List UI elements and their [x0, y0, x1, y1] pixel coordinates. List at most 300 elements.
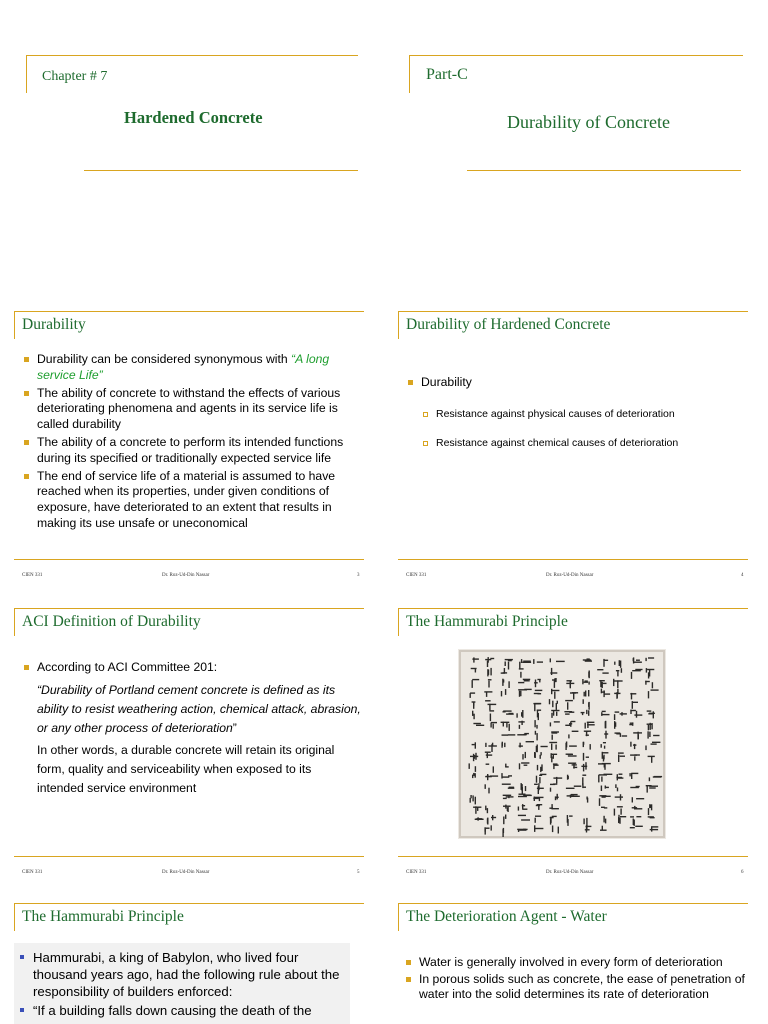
slide-4-side-rule: [398, 311, 399, 339]
glyph-stroke: [584, 682, 589, 683]
glyph-stroke: [582, 712, 583, 715]
glyph-stroke: [550, 784, 555, 785]
glyph-stroke: [553, 711, 554, 716]
glyph-stroke: [518, 815, 526, 816]
glyph-stroke: [556, 712, 557, 716]
glyph-stroke: [618, 755, 619, 763]
glyph-stroke: [587, 798, 588, 803]
glyph-stroke: [485, 776, 492, 777]
glyph-stroke: [651, 723, 652, 729]
slide-3-bullets: [22, 352, 366, 534]
glyph-stroke: [490, 723, 491, 728]
glyph-stroke: [583, 819, 584, 825]
glyph-stroke: [535, 816, 541, 817]
glyph-stroke: [525, 786, 526, 791]
glyph-stroke: [633, 657, 634, 663]
glyph-stroke: [620, 713, 627, 714]
glyph-stroke: [501, 722, 510, 723]
glyph-stroke: [649, 777, 650, 781]
glyph-stroke: [598, 775, 599, 783]
list-item: Hammurabi, a king of Babylon, who lived four thousand years ago, had the following rule about the responsibility of builders enforced:: [18, 949, 348, 1000]
glyph-stroke: [550, 658, 551, 662]
glyph-stroke: [491, 825, 492, 830]
glyph-stroke: [631, 672, 632, 679]
glyph-stroke: [554, 692, 555, 699]
glyph-stroke: [605, 819, 606, 824]
glyph-stroke: [569, 815, 573, 816]
glyph-stroke: [472, 658, 479, 659]
glyph-stroke: [632, 807, 637, 808]
aci-quote: “Durability of Portland cement concrete is defined as its ability to resist weathering action, chemical attack, abrasion, or any other process of deterioration”: [37, 683, 361, 735]
glyph-stroke: [502, 784, 511, 785]
glyph-stroke: [588, 702, 589, 710]
glyph-stroke: [553, 777, 562, 778]
glyph-stroke: [535, 731, 536, 735]
glyph-stroke: [534, 784, 538, 785]
glyph-stroke: [568, 776, 569, 779]
glyph-stroke: [650, 829, 658, 830]
glyph-stroke: [491, 744, 492, 752]
glyph-stroke: [472, 744, 475, 745]
glyph-stroke: [632, 722, 633, 725]
footer-page: 4: [741, 573, 744, 578]
glyph-stroke: [647, 724, 653, 725]
glyph-stroke: [523, 794, 531, 795]
slide-1-bottom-rule: [84, 170, 358, 171]
glyph-stroke: [648, 672, 649, 678]
glyph-stroke: [555, 797, 559, 798]
chapter-label: Chapter # 7: [42, 69, 108, 84]
glyph-stroke: [503, 817, 504, 825]
glyph-stroke: [556, 777, 557, 784]
glyph-stroke: [472, 679, 479, 680]
glyph-stroke: [620, 661, 621, 668]
glyph-stroke: [565, 700, 573, 701]
glyph-stroke: [540, 755, 541, 759]
glyph-stroke: [629, 773, 630, 776]
glyph-stroke: [485, 659, 491, 660]
glyph-stroke: [603, 742, 606, 743]
glyph-stroke: [604, 746, 605, 749]
footer-page: 5: [357, 870, 360, 875]
glyph-stroke: [621, 668, 622, 673]
glyph-stroke: [634, 714, 642, 715]
glyph-stroke: [524, 680, 528, 681]
glyph-stroke: [509, 724, 510, 731]
glyph-stroke: [631, 693, 632, 700]
glyph-stroke: [582, 679, 583, 684]
glyph-stroke: [568, 754, 571, 755]
glyph-stroke: [552, 690, 559, 691]
glyph-stroke: [485, 752, 491, 753]
glyph-stroke: [617, 788, 618, 792]
glyph-stroke: [567, 819, 568, 826]
glyph-stroke: [535, 828, 544, 829]
slide-4: [384, 300, 768, 590]
glyph-stroke: [649, 732, 650, 737]
glyph-stroke: [549, 699, 550, 704]
glyph-stroke: [620, 816, 626, 817]
glyph-stroke: [583, 742, 584, 745]
glyph-stroke: [648, 691, 649, 698]
glyph-stroke: [485, 700, 491, 701]
glyph-stroke: [647, 786, 648, 793]
list-item: The ability of a concrete to perform its intended functions during its specified or traditionally expected service life: [22, 435, 366, 467]
slide-6-title: The Hammurabi Principle: [406, 613, 568, 630]
glyph-stroke: [632, 670, 641, 671]
glyph-stroke: [586, 818, 587, 826]
slide-4-subbullets: [422, 407, 752, 450]
glyph-stroke: [615, 711, 620, 712]
slide-5-title-rule: [14, 608, 364, 609]
slide-7-bullets: [18, 949, 348, 1021]
glyph-stroke: [585, 829, 590, 830]
list-item: According to ACI Committee 201:: [22, 660, 362, 676]
glyph-stroke: [615, 796, 623, 797]
glyph-stroke: [572, 731, 579, 732]
slide-4-title-rule: [398, 311, 748, 312]
glyph-stroke: [652, 742, 660, 743]
glyph-stroke: [519, 725, 520, 729]
glyph-stroke: [614, 714, 615, 720]
glyph-stroke: [533, 798, 539, 799]
glyph-stroke: [487, 661, 488, 667]
glyph-stroke: [506, 713, 514, 714]
glyph-stroke: [614, 662, 615, 665]
glyph-stroke: [551, 757, 552, 763]
glyph-stroke: [647, 669, 654, 670]
glyph-stroke: [602, 752, 603, 759]
glyph-stroke: [618, 752, 624, 753]
slide-3-title-rule: [14, 311, 364, 312]
glyph-stroke: [567, 680, 572, 681]
glyph-stroke: [622, 735, 627, 736]
glyph-stroke: [477, 818, 483, 819]
list-item: Durability can be considered synonymous with “A long service Life”: [22, 352, 366, 384]
glyph-stroke: [517, 829, 526, 830]
glyph-stroke: [635, 826, 643, 827]
aci-paragraph: In other words, a durable concrete will retain its original form, quality and serviceability when exposed to its intended service environment: [37, 743, 335, 795]
glyph-stroke: [585, 691, 586, 697]
glyph-stroke: [615, 784, 616, 788]
glyph-stroke: [539, 777, 540, 783]
glyph-stroke: [475, 797, 476, 805]
glyph-stroke: [540, 767, 541, 772]
glyph-stroke: [519, 691, 520, 697]
glyph-stroke: [506, 723, 507, 728]
slide-3-side-rule: [14, 311, 15, 339]
glyph-stroke: [503, 672, 508, 673]
glyph-stroke: [648, 816, 654, 817]
glyph-stroke: [508, 775, 512, 776]
glyph-stroke: [518, 796, 527, 797]
glyph-stroke: [586, 735, 589, 736]
glyph-stroke: [536, 776, 537, 783]
glyph-stroke: [475, 773, 476, 778]
glyph-stroke: [472, 680, 473, 688]
glyph-stroke: [470, 798, 471, 803]
glyph-stroke: [520, 691, 521, 696]
glyph-stroke: [602, 711, 606, 712]
glyph-stroke: [653, 735, 659, 736]
slide-7-side-rule: [14, 903, 15, 931]
glyph-stroke: [619, 660, 620, 666]
glyph-stroke: [490, 714, 491, 722]
glyph-stroke: [503, 828, 504, 833]
glyph-stroke: [566, 788, 575, 789]
footer-page: 6: [741, 870, 744, 875]
glyph-stroke: [613, 679, 614, 686]
glyph-stroke: [600, 830, 607, 831]
glyph-stroke: [605, 731, 606, 739]
glyph-stroke: [599, 680, 605, 681]
glyph-stroke: [565, 743, 566, 750]
glyph-stroke: [534, 720, 535, 727]
glyph-stroke: [645, 658, 646, 661]
glyph-stroke: [505, 662, 506, 667]
glyph-stroke: [605, 721, 606, 728]
glyph-stroke: [537, 804, 543, 805]
glyph-stroke: [506, 796, 514, 797]
sub-list-item: Resistance against chemical causes of deterioration: [422, 436, 752, 450]
glyph-stroke: [557, 701, 558, 704]
glyph-stroke: [549, 742, 557, 743]
glyph-stroke: [521, 712, 522, 716]
glyph-stroke: [604, 763, 605, 770]
slide-2-side-rule: [409, 55, 410, 93]
glyph-stroke: [647, 731, 648, 738]
glyph-stroke: [473, 702, 474, 705]
glyph-stroke: [489, 704, 490, 711]
slide-1: [0, 0, 384, 300]
glyph-stroke: [555, 745, 556, 750]
glyph-stroke: [525, 752, 526, 758]
glyph-stroke: [522, 805, 525, 806]
glyph-stroke: [521, 721, 522, 725]
glyph-stroke: [486, 692, 487, 697]
glyph-stroke: [634, 756, 635, 760]
slide-2-top-rule: [409, 55, 743, 56]
glyph-stroke: [601, 712, 602, 716]
glyph-stroke: [620, 756, 625, 757]
glyph-stroke: [651, 689, 659, 690]
glyph-stroke: [588, 682, 589, 685]
glyph-stroke: [490, 668, 491, 676]
glyph-stroke: [550, 788, 551, 792]
glyph-stroke: [646, 668, 647, 673]
slide-8-side-rule: [398, 903, 399, 931]
glyph-stroke: [585, 660, 592, 661]
glyph-stroke: [620, 794, 621, 800]
slide-8-title: The Deterioration Agent - Water: [406, 908, 607, 925]
glyph-stroke: [488, 670, 489, 675]
glyph-stroke: [519, 763, 520, 769]
glyph-stroke: [568, 734, 569, 738]
slide-1-title: Hardened Concrete: [124, 108, 263, 127]
quote-text: “A long service Life”: [37, 352, 330, 382]
glyph-stroke: [601, 786, 602, 792]
glyph-stroke: [487, 808, 488, 813]
glyph-stroke: [502, 742, 503, 746]
glyph-stroke: [504, 743, 505, 747]
glyph-stroke: [489, 710, 494, 711]
glyph-stroke: [508, 660, 512, 661]
glyph-stroke: [635, 669, 642, 670]
glyph-stroke: [534, 704, 535, 712]
slide-4-footer-rule: [398, 559, 748, 560]
slide-5-bullets: [22, 660, 362, 678]
glyph-stroke: [597, 669, 603, 670]
glyph-stroke: [554, 721, 560, 722]
glyph-stroke: [604, 774, 613, 775]
glyph-stroke: [537, 765, 538, 770]
glyph-stroke: [653, 711, 654, 718]
glyph-stroke: [603, 659, 604, 667]
glyph-stroke: [614, 680, 623, 681]
slide-3: [0, 300, 384, 590]
slide-8-title-rule: [398, 903, 748, 904]
glyph-stroke: [519, 662, 520, 669]
slide-2-bottom-rule: [467, 170, 741, 171]
glyph-stroke: [550, 722, 551, 726]
slide-6-footer-rule: [398, 856, 748, 857]
glyph-stroke: [553, 763, 558, 764]
glyph-stroke: [472, 711, 473, 716]
glyph-stroke: [526, 741, 534, 742]
glyph-stroke: [616, 670, 619, 671]
glyph-stroke: [536, 733, 537, 740]
glyph-stroke: [601, 807, 605, 808]
glyph-stroke: [519, 743, 520, 748]
glyph-stroke: [568, 755, 577, 756]
glyph-stroke: [634, 662, 642, 663]
part-label: Part-C: [426, 66, 468, 83]
glyph-stroke: [568, 763, 576, 764]
glyph-stroke: [501, 691, 502, 696]
glyph-stroke: [470, 693, 471, 698]
glyph-stroke: [617, 806, 623, 807]
glyph-stroke: [503, 798, 507, 799]
slide-6-title-rule: [398, 608, 748, 609]
glyph-stroke: [633, 819, 634, 826]
glyph-stroke: [648, 725, 649, 731]
glyph-stroke: [505, 766, 509, 767]
glyph-stroke: [602, 826, 603, 830]
slide-4-title: Durability of Hardened Concrete: [406, 316, 611, 333]
slide-2: [384, 0, 768, 300]
glyph-stroke: [602, 763, 611, 764]
slide-5-title: ACI Definition of Durability: [22, 613, 201, 630]
footer-course: CIEN 331: [406, 573, 427, 578]
glyph-stroke: [636, 660, 640, 661]
glyph-stroke: [470, 756, 478, 757]
glyph-stroke: [507, 807, 508, 812]
glyph-stroke: [587, 658, 590, 659]
glyph-stroke: [630, 742, 631, 747]
glyph-stroke: [617, 774, 618, 780]
glyph-stroke: [602, 796, 606, 797]
glyph-stroke: [633, 702, 638, 703]
glyph-stroke: [488, 679, 492, 680]
glyph-stroke: [571, 794, 578, 795]
glyph-stroke: [570, 721, 571, 727]
glyph-stroke: [469, 763, 470, 769]
glyph-stroke: [505, 689, 506, 695]
slide-4-bullets: [406, 375, 746, 393]
glyph-stroke: [485, 784, 486, 789]
glyph-stroke: [485, 829, 486, 835]
glyph-stroke: [492, 815, 493, 820]
cuneiform-tablet-graphic: [458, 649, 666, 839]
glyph-stroke: [574, 786, 582, 787]
glyph-stroke: [583, 753, 584, 761]
glyph-stroke: [476, 725, 484, 726]
glyph-stroke: [567, 702, 568, 709]
glyph-stroke: [633, 732, 642, 733]
glyph-stroke: [522, 804, 523, 809]
glyph-stroke: [649, 713, 655, 714]
glyph-stroke: [586, 710, 587, 714]
glyph-stroke: [645, 746, 646, 751]
glyph-stroke: [509, 787, 514, 788]
glyph-stroke: [648, 808, 649, 815]
glyph-stroke: [631, 773, 638, 774]
glyph-stroke: [649, 787, 656, 788]
glyph-stroke: [537, 710, 541, 711]
glyph-stroke: [540, 774, 546, 775]
glyph-stroke: [630, 710, 631, 714]
glyph-stroke: [470, 795, 471, 798]
slide-8-bullets: [404, 955, 754, 1004]
glyph-stroke: [569, 712, 574, 713]
glyph-stroke: [573, 693, 574, 700]
glyph-stroke: [614, 809, 615, 816]
glyph-stroke: [630, 816, 634, 817]
glyph-stroke: [503, 710, 511, 711]
glyph-stroke: [617, 689, 618, 695]
glyph-stroke: [523, 734, 526, 735]
glyph-stroke: [473, 714, 474, 720]
glyph-stroke: [583, 764, 584, 772]
glyph-stroke: [652, 682, 653, 688]
glyph-stroke: [552, 826, 553, 833]
glyph-stroke: [522, 662, 531, 663]
glyph-stroke: [630, 827, 635, 828]
glyph-stroke: [534, 693, 540, 694]
glyph-stroke: [584, 692, 585, 697]
glyph-stroke: [636, 786, 640, 787]
glyph-stroke: [503, 680, 504, 683]
glyph-stroke: [636, 711, 637, 718]
glyph-stroke: [588, 690, 589, 696]
glyph-stroke: [619, 774, 623, 775]
glyph-stroke: [585, 723, 586, 729]
footer-course: CIEN 331: [406, 870, 427, 875]
glyph-stroke: [585, 762, 586, 769]
glyph-stroke: [535, 752, 536, 758]
glyph-stroke: [636, 816, 641, 817]
glyph-stroke: [551, 804, 552, 809]
glyph-stroke: [557, 794, 558, 800]
glyph-stroke: [587, 722, 595, 723]
glyph-stroke: [571, 796, 580, 797]
glyph-stroke: [632, 701, 633, 709]
glyph-stroke: [600, 681, 601, 687]
glyph-stroke: [551, 668, 552, 675]
glyph-stroke: [491, 817, 496, 818]
glyph-stroke: [487, 818, 488, 823]
glyph-stroke: [541, 764, 542, 771]
